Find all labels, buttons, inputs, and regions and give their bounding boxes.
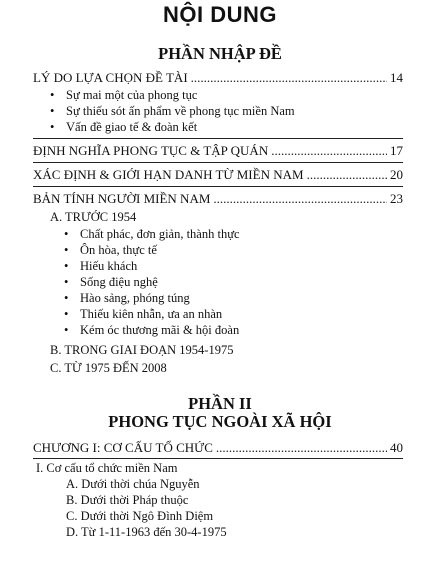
subsection-label: A. TRƯỚC 1954 (50, 210, 137, 224)
toc-entry-ly-do[interactable] (33, 70, 403, 86)
list-item: A. Dưới thời chúa Nguyễn (66, 477, 200, 491)
bullet-icon: • (64, 243, 69, 257)
bullet-icon: • (64, 307, 69, 321)
toc-entry-label: ĐỊNH NGHĨA PHONG TỤC & TẬP QUÁN (33, 143, 269, 158)
bullet-icon: • (64, 227, 69, 241)
list-item: B. Dưới thời Pháp thuộc (66, 493, 189, 507)
toc-entry-label: XÁC ĐỊNH & GIỚI HẠN DANH TỪ MIỀN NAM (33, 167, 304, 182)
bullet-icon: • (64, 259, 69, 273)
bullet-item: • Chất phác, đơn giản, thành thực (64, 227, 240, 241)
bullet-item: • Hào sảng, phóng túng (64, 291, 190, 305)
part2-subheading: PHONG TỤC NGOÀI XÃ HỘI (108, 412, 332, 431)
dot-leader (213, 191, 387, 207)
toc-page-number: 23 (390, 191, 403, 206)
page-title: NỘI DUNG (163, 2, 277, 27)
toc-page-number: 17 (390, 143, 403, 158)
bullet-item: • Vấn đề giao tế & đoàn kết (50, 120, 198, 134)
toc-entry-dinh-nghia[interactable] (33, 143, 403, 159)
list-item: D. Từ 1-11-1963 đến 30-4-1975 (66, 525, 227, 539)
dot-leader (307, 167, 387, 183)
bullet-icon: • (64, 323, 69, 337)
dot-leader (271, 143, 387, 159)
toc-page-number: 40 (390, 440, 403, 455)
bullet-item: • Sống điệu nghệ (64, 275, 158, 289)
subsection-label: B. TRONG GIAI ĐOẠN 1954-1975 (50, 343, 234, 357)
bullet-item: • Hiếu khách (64, 259, 138, 273)
toc-entry-xac-dinh[interactable] (33, 167, 403, 183)
toc-entry-label: CHƯƠNG I: CƠ CẤU TỔ CHỨC (33, 440, 213, 455)
bullet-item: • Thiếu kiên nhẫn, ưa an nhàn (64, 307, 223, 321)
bullet-icon: • (50, 104, 55, 118)
bullet-item: • Sự mai một của phong tục (50, 88, 198, 102)
bullet-icon: • (50, 120, 55, 134)
bullet-item: • Sự thiếu sót ấn phẩm về phong tục miền Nam (50, 104, 295, 118)
bullet-icon: • (64, 275, 69, 289)
toc-entry-chuong-1[interactable] (33, 440, 403, 456)
section-label: I. Cơ cấu tổ chức miền Nam (36, 461, 178, 475)
bullet-icon: • (64, 291, 69, 305)
bullet-item: • Ôn hòa, thực tế (64, 243, 157, 257)
dot-leader (191, 70, 387, 86)
bullet-icon: • (50, 88, 55, 102)
divider-line (33, 162, 403, 163)
dot-leader (216, 440, 387, 456)
divider-line (33, 186, 403, 187)
subsection-label: C. TỪ 1975 ĐẾN 2008 (50, 361, 167, 375)
part1-heading: PHẦN NHẬP ĐỀ (158, 44, 282, 63)
toc-entry-label: BẢN TÍNH NGƯỜI MIỀN NAM (33, 191, 211, 206)
list-item: C. Dưới thời Ngô Đình Diệm (66, 509, 214, 523)
toc-entry-ban-tinh[interactable] (33, 191, 403, 207)
toc-page-number: 20 (390, 167, 403, 182)
toc-entry-label: LÝ DO LỰA CHỌN ĐỀ TÀI (33, 70, 188, 85)
part2-heading: PHẦN II (188, 394, 252, 413)
divider-line (33, 458, 403, 459)
toc-page-number: 14 (390, 70, 403, 85)
bullet-item: • Kém óc thương mãi & hội đoàn (64, 323, 240, 337)
divider-line (33, 138, 403, 139)
